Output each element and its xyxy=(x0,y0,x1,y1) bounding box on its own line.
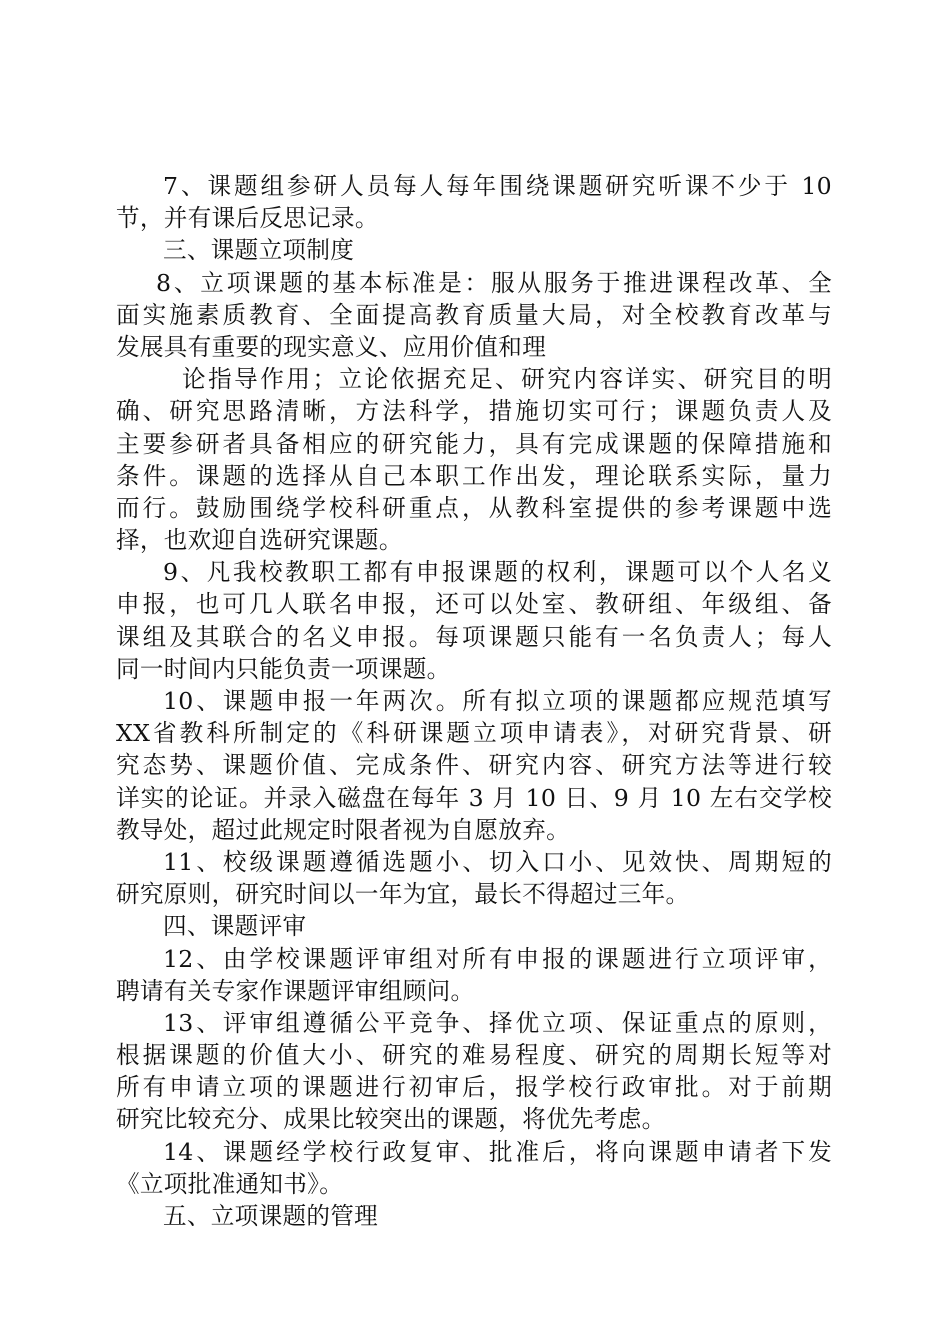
paragraph-10-line-2: XX省教科所制定的《科研课题立项申请表》，对研究背景、研 xyxy=(116,719,832,748)
paragraph-8-line-3: 发展具有重要的现实意义、应用价值和理 xyxy=(116,332,547,361)
paragraph-8-line-2: 面实施素质教育、全面提高教育质量大局，对全校教育改革与 xyxy=(116,300,832,329)
paragraph-10-line-5: 教导处，超过此规定时限者视为自愿放弃。 xyxy=(116,815,570,844)
section-heading-3: 三、课题立项制度 xyxy=(163,236,355,265)
paragraph-11-line-2: 研究原则，研究时间以一年为宜，最长不得超过三年。 xyxy=(116,880,690,909)
paragraph-12-line-1: 12、由学校课题评审组对所有申报的课题进行立项评审， xyxy=(163,944,832,973)
paragraph-11-line-1: 11、校级课题遵循选题小、切入口小、见效快、周期短的 xyxy=(163,847,832,876)
paragraph-10-line-1: 10、课题申报一年两次。所有拟立项的课题都应规范填写 xyxy=(163,687,832,715)
paragraph-13-line-2: 根据课题的价值大小、研究的难易程度、研究的周期长短等对 xyxy=(116,1041,832,1070)
paragraph-14-line-2: 《立项批准通知书》。 xyxy=(116,1169,344,1198)
paragraph-12-line-2: 聘请有关专家作课题评审组顾问。 xyxy=(116,976,475,1005)
paragraph-8b-line-6: 择，也欢迎自选研究课题。 xyxy=(116,526,403,555)
section-heading-5: 五、立项课题的管理 xyxy=(163,1202,379,1230)
paragraph-8-line-1: 8、立项课题的基本标准是：服从服务于推进课程改革、全 xyxy=(156,268,832,297)
paragraph-14-line-1: 14、课题经学校行政复审、批准后，将向课题申请者下发 xyxy=(163,1137,832,1166)
paragraph-9-line-2: 申报，也可几人联名申报，还可以处室、教研组、年级组、备 xyxy=(116,590,832,619)
paragraph-10-line-4: 详实的论证。并录入磁盘在每年 3 月 10 日、9 月 10 左右交学校 xyxy=(116,783,832,812)
paragraph-13-line-1: 13、评审组遵循公平竞争、择优立项、保证重点的原则， xyxy=(163,1008,832,1037)
paragraph-13-line-3: 所有申请立项的课题进行初审后，报学校行政审批。对于前期 xyxy=(116,1073,832,1102)
paragraph-9-line-3: 课组及其联合的名义申报。每项课题只能有一名负责人；每人 xyxy=(116,622,832,651)
paragraph-9-line-4: 同一时间内只能负责一项课题。 xyxy=(116,654,451,683)
paragraph-7-line-2: 节，并有课后反思记录。 xyxy=(116,204,379,233)
paragraph-8b-line-3: 主要参研者具备相应的研究能力，具有完成课题的保障措施和 xyxy=(116,429,832,458)
section-heading-4: 四、课题评审 xyxy=(163,912,307,941)
paragraph-9-line-1: 9、凡我校教职工都有申报课题的权利，课题可以个人名义 xyxy=(163,558,832,587)
paragraph-7-line-1: 7、课题组参研人员每人每年围绕课题研究听课不少于 10 xyxy=(163,172,832,200)
paragraph-8b-line-4: 条件。课题的选择从自己本职工作出发，理论联系实际，量力 xyxy=(116,461,832,490)
paragraph-8b-line-2: 确、研究思路清晰，方法科学，措施切实可行；课题负责人及 xyxy=(116,397,832,426)
paragraph-13-line-4: 研究比较充分、成果比较突出的课题，将优先考虑。 xyxy=(116,1105,666,1134)
paragraph-8b-line-5: 而行。鼓励围绕学校科研重点，从教科室提供的参考课题中选 xyxy=(116,493,832,522)
document-body xyxy=(116,170,832,1232)
paragraph-10-line-3: 究态势、课题价值、完成条件、研究内容、研究方法等进行较 xyxy=(116,751,832,780)
paragraph-8b-line-1: 论指导作用；立论依据充足、研究内容详实、研究目的明 xyxy=(182,365,832,394)
